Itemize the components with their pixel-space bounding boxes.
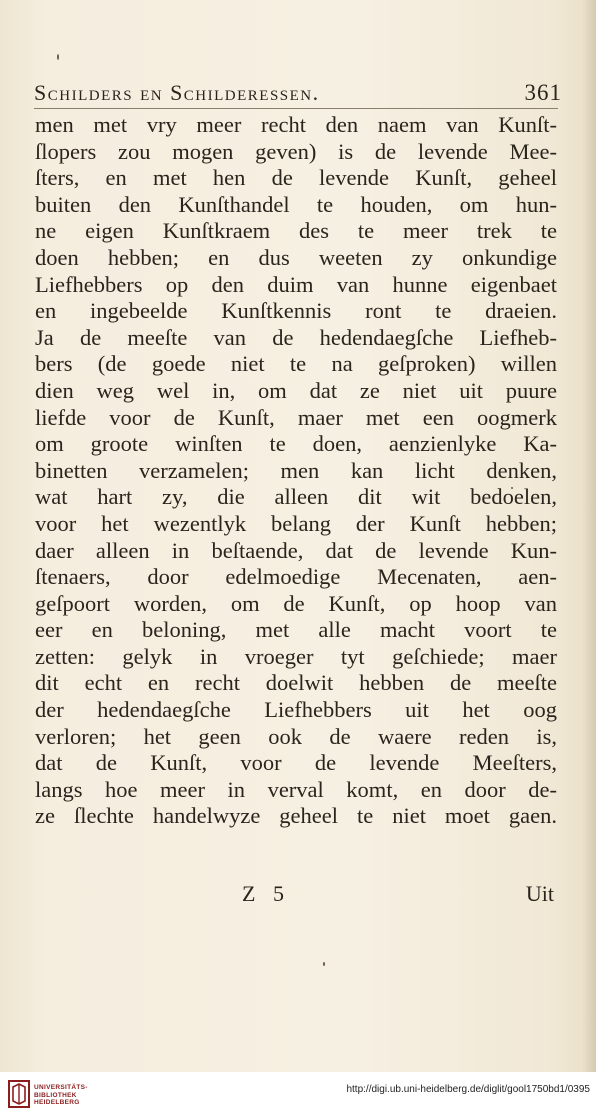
ink-speck [57, 54, 59, 60]
running-header [34, 80, 562, 106]
text-line: wat hart zy, die alleen dit wit bedoelen, [35, 484, 557, 510]
text-line: binetten verzamelen; men kan licht denken, [35, 457, 557, 483]
footer-bar [0, 1072, 596, 1119]
text-line: doen hebben; en dus weeten zy onkundige [35, 244, 557, 270]
text-line: langs hoe meer in verval komt, en door de- [35, 776, 557, 802]
text-line: om groote winſten te doen, aenzienlyke Ka- [35, 431, 557, 457]
text-line: dat de Kunſt, voor de levende Meeſters, [35, 750, 557, 776]
header-rule [34, 108, 558, 109]
library-name-line: UNIVERSITÄTS- [34, 1084, 88, 1091]
page-number: 361 [524, 80, 562, 105]
text-line: verloren; het geen ook de waere reden is, [35, 723, 557, 749]
library-name-line: HEIDELBERG [34, 1099, 80, 1106]
text-line: ne eigen Kunſtkraem des te meer trek te [35, 218, 557, 244]
signature-mark: Z 5 [242, 881, 290, 906]
text-line: men met vry meer recht den naem van Kunſt- [35, 112, 557, 137]
page-edge-shadow [582, 0, 596, 1072]
library-name-line: BIBLIOTHEK [34, 1091, 77, 1099]
catchword: Uit [525, 881, 554, 906]
text-line: en ingebeelde Kunſtkennis ront te draeien. [35, 298, 557, 324]
text-line: ze ſlechte handelwyze geheel te niet moet gaen. [35, 803, 557, 829]
ink-speck [323, 962, 325, 966]
text-line: buiten den Kunſthandel te houden, om hun- [35, 191, 557, 217]
text-line: eer en beloning, met alle macht voort te [35, 617, 557, 643]
library-logo-icon [8, 1080, 30, 1108]
text-line: Liefhebbers op den duim van hunne eigenbaet [35, 271, 557, 297]
text-line: ſlopers zou mogen geven) is de levende Mee- [35, 138, 557, 164]
text-line: Ja de meeſte van de hedendaegſche Liefheb- [35, 324, 557, 350]
running-title: Schilders en Schilderessen. [34, 80, 320, 105]
text-line: ſtenaers, door edelmoedige Mecenaten, aen- [35, 564, 557, 590]
body-text [35, 112, 557, 830]
catch-line [34, 881, 556, 909]
text-line: dien weg wel in, om dat ze niet uit puure [35, 377, 557, 403]
text-line: dit echt en recht doelwit hebben de meeſte [35, 670, 557, 696]
text-line: geſpoort worden, om de Kunſt, op hoop van [35, 590, 557, 616]
text-line: bers (de goede niet te na geſproken) willen [35, 351, 557, 377]
text-line: der hedendaegſche Liefhebbers uit het oog [35, 697, 557, 723]
text-line: voor het wezentlyk belang der Kunſt hebben; [35, 510, 557, 536]
text-line: daer alleen in beſtaende, dat de levende Kun- [35, 537, 557, 563]
text-line: zetten: gelyk in vroeger tyt geſchiede; maer [35, 643, 557, 669]
text-line: liefde voor de Kunſt, maer met een oogmerk [35, 404, 557, 430]
source-url-link[interactable]: http://digi.ub.uni-heidelberg.de/diglit/gool1750bd1/0395 [346, 1084, 590, 1095]
text-line: ſters, en met hen de levende Kunſt, geheel [35, 165, 557, 191]
library-name [34, 1084, 88, 1107]
